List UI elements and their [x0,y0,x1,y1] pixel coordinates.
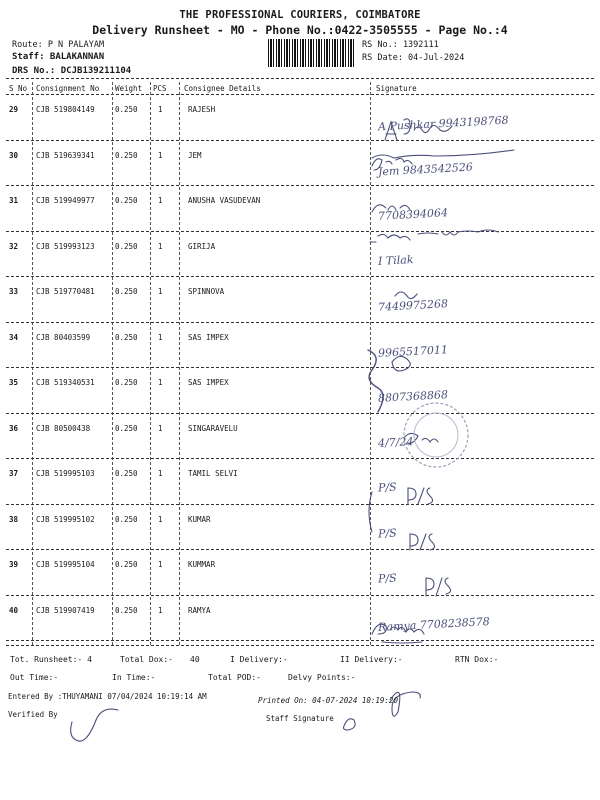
drs-number: DRS No.: DCJB139211104 [12,66,132,76]
cell-pcs: 1 [158,241,163,251]
cell-sno: 37 [9,469,19,478]
cell-sno: 32 [9,241,19,251]
staff-label: Staff: BALAKANNAN [12,52,105,62]
cell-weight: 0.250 [115,560,138,569]
cell-consignee: JEM [188,150,202,160]
printed-on: Printed On: 04-07-2024 10:19:20 [258,696,398,705]
signature-text: 4/7/24 [377,434,414,450]
cell-pcs: 1 [158,150,163,160]
col-header-consignment: Consignment No [36,84,100,93]
cell-consignment-no: CJB 80403599 [36,332,91,342]
entered-by: Entered By :THUYAMANI 07/04/2024 10:19:14 AM [8,692,207,701]
cell-consignee: SAS IMPEX [188,332,229,342]
signature-text: 7708394064 [377,206,449,223]
signature-text: P/S [377,571,397,586]
verified-by: Verified By [8,710,58,719]
cell-consignee: KUMMAR [188,560,216,569]
rs-number: RS No.: 1392111 [362,40,439,50]
cell-weight: 0.250 [115,378,138,387]
rs-date: RS Date: 04-Jul-2024 [362,53,465,63]
col-header-consignee: Consignee Details [184,84,261,93]
cell-sno: 29 [9,105,19,114]
total-dox-label: Total Dox:- [120,655,173,664]
signature-text: 7449975268 [377,297,449,314]
cell-weight: 0.250 [115,605,138,615]
cell-consignee: GIRIJA [188,241,216,251]
cell-consignment-no: CJB 519639341 [36,150,95,160]
cell-pcs: 1 [158,605,163,615]
signature-text: Ramya 7708238578 [377,614,491,634]
cell-weight: 0.250 [115,423,138,433]
signature-text: 8807368868 [377,388,449,405]
col-header-sno: S No [9,84,28,93]
cell-sno: 36 [9,423,19,433]
col-header-pcs: PCS [153,84,167,93]
cell-consignment-no: CJB 519995104 [36,560,95,569]
cell-sno: 38 [9,514,19,524]
i-delivery: I Delivery:- [230,655,288,664]
cell-consignment-no: CJB 519993123 [36,241,95,251]
total-dox-value: 40 [190,655,200,664]
ii-delivery: II Delivery:- [340,655,403,664]
signature-text: Jem 9843542526 [377,160,474,178]
table-bottom-rule [6,645,594,646]
cell-sno: 34 [9,332,19,342]
cell-consignee: ANUSHA VASUDEVAN [188,196,261,205]
out-time: Out Time:- [10,673,59,682]
col-header-signature: Signature [376,84,417,93]
signature-text: 9965517011 [377,342,449,360]
cell-consignment-no: CJB 519949977 [36,196,95,205]
cell-consignee: SAS IMPEX [188,378,229,387]
cell-consignment-no: CJB 519995102 [36,514,95,524]
runsheet-title: Delivery Runsheet - MO - Phone No.:0422-3505555 - Page No.:4 [92,23,508,37]
cell-consignment-no: CJB 519995103 [36,469,95,478]
total-pod: Total POD:- [208,673,261,682]
tot-runsheet: Tot. Runsheet:- 4 [10,655,92,664]
signature-text: I Tilak [377,252,414,268]
cell-sno: 31 [9,196,19,205]
signature-text: P/S [377,526,397,540]
cell-pcs: 1 [158,469,163,478]
cell-consignee: SINGARAVELU [188,423,238,433]
cell-pcs: 1 [158,287,163,296]
cell-pcs: 1 [158,378,163,387]
cell-consignee: KUMAR [188,514,211,524]
cell-sno: 40 [9,605,19,615]
in-time: In Time:- [112,673,156,682]
cell-consignment-no: CJB 519804149 [36,105,95,114]
staff-signature: Staff Signature [266,714,334,723]
cell-weight: 0.250 [115,287,138,296]
cell-weight: 0.250 [115,150,138,160]
rtn-dox: RTN Dox:- [455,655,499,664]
cell-weight: 0.250 [115,196,138,205]
company-title: THE PROFESSIONAL COURIERS, COIMBATORE [179,9,421,21]
route-label: Route: P N PALAYAM [12,40,105,50]
cell-consignment-no: CJB 519770481 [36,287,95,296]
cell-pcs: 1 [158,560,163,569]
cell-weight: 0.250 [115,241,138,251]
signature-text: A Pushkar 9943198768 [377,113,509,134]
cell-consignment-no: CJB 80500438 [36,423,91,433]
cell-pcs: 1 [158,105,163,114]
delvy-points: Delvy Points:- [288,673,356,682]
cell-weight: 0.250 [115,105,138,114]
cell-consignee: RAMYA [188,605,211,615]
cell-consignee: RAJESH [188,105,216,114]
cell-sno: 39 [9,560,19,569]
cell-pcs: 1 [158,332,163,342]
cell-pcs: 1 [158,196,163,205]
col-header-weight: Weight [115,84,143,93]
cell-consignment-no: CJB 519340531 [36,378,95,387]
cell-sno: 30 [9,150,19,160]
cell-weight: 0.250 [115,469,138,478]
cell-weight: 0.250 [115,514,138,524]
cell-consignee: TAMIL SELVI [188,469,238,478]
cell-consignee: SPINNOVA [188,287,225,296]
signature-text: P/S [377,480,397,495]
cell-sno: 33 [9,287,19,296]
cell-pcs: 1 [158,423,163,433]
cell-consignment-no: CJB 519907419 [36,605,95,615]
cell-sno: 35 [9,378,19,387]
cell-weight: 0.250 [115,332,138,342]
cell-pcs: 1 [158,514,163,524]
